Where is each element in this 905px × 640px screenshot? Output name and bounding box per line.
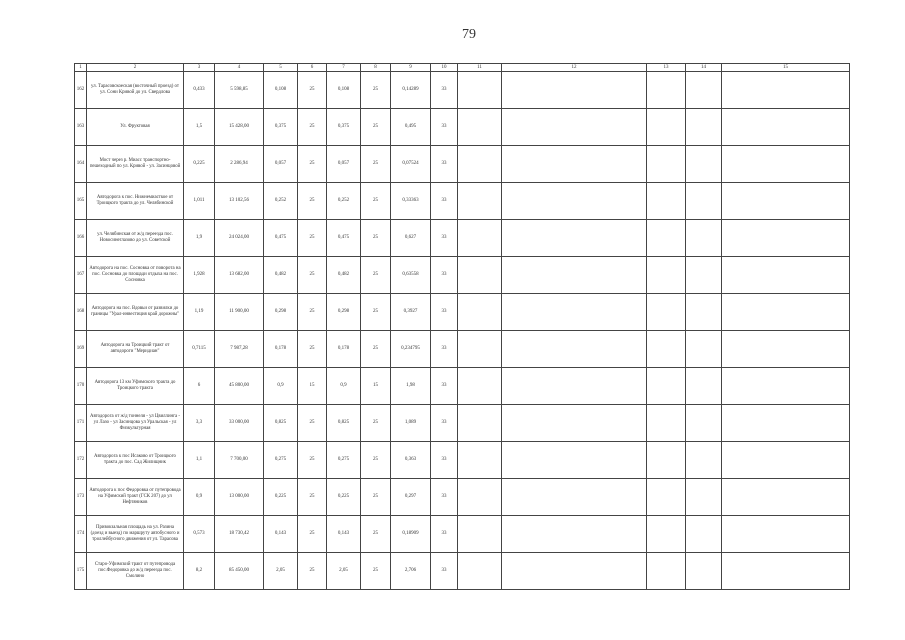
table-row	[75, 442, 850, 479]
empty-cell	[647, 257, 686, 294]
col7-cell: 0,375	[327, 109, 361, 146]
row-number-cell: 175	[75, 553, 87, 590]
road-name-cell: Автодорога на пос. Сосновка от поворота на пос. Сосновка до площади отдыха на пос. Сосновка	[87, 257, 184, 294]
empty-cell	[458, 183, 502, 220]
col9-cell: 0,627	[391, 220, 431, 257]
empty-cell	[722, 109, 850, 146]
col9-cell: 0,363	[391, 442, 431, 479]
empty-cell	[502, 257, 647, 294]
length-cell: 1,5	[184, 109, 215, 146]
empty-cell	[458, 294, 502, 331]
length-cell: 1,928	[184, 257, 215, 294]
empty-cell	[458, 220, 502, 257]
empty-cell	[647, 553, 686, 590]
length-cell: 0,7115	[184, 331, 215, 368]
col6-cell: 25	[298, 442, 327, 479]
col7-cell: 0,482	[327, 257, 361, 294]
table-row	[75, 294, 850, 331]
empty-cell	[722, 183, 850, 220]
road-name-cell: Автодорога к пос. Нижнемиасткое от Троицкого тракта до ул. Челябинской	[87, 183, 184, 220]
empty-cell	[502, 183, 647, 220]
col10-cell: 33	[431, 72, 458, 109]
empty-cell	[686, 183, 722, 220]
col6-cell: 25	[298, 516, 327, 553]
empty-cell	[686, 405, 722, 442]
empty-cell	[722, 331, 850, 368]
road-name-cell: Автодорога 13 км Уфимского тракта до Троицкого тракта	[87, 368, 184, 405]
col6-cell: 25	[298, 220, 327, 257]
col7-cell: 0,178	[327, 331, 361, 368]
table-row	[75, 405, 850, 442]
row-number-cell: 169	[75, 331, 87, 368]
row-number-cell: 168	[75, 294, 87, 331]
length-cell: 0,225	[184, 146, 215, 183]
col6-cell: 25	[298, 109, 327, 146]
road-name-cell: Автодорога к пос Федоровка от путепровода на Уфимский тракт (ГСК 207) до ул Нефтяников	[87, 479, 184, 516]
road-name-cell: Автодорога к пос Исаково от Троицкого тракта до пос. Сад Жилищник	[87, 442, 184, 479]
empty-cell	[686, 553, 722, 590]
empty-cell	[722, 294, 850, 331]
empty-cell	[502, 146, 647, 183]
col6-cell: 25	[298, 294, 327, 331]
col5-cell: 0,178	[264, 331, 298, 368]
col5-cell: 0,375	[264, 109, 298, 146]
empty-cell	[647, 516, 686, 553]
empty-cell	[722, 405, 850, 442]
road-name-cell: Автодорога от ж/д тоннеля - ул Цвиллинга - ул Лазо - ул Засинцова ул Уральская - ул Физкультурная	[87, 405, 184, 442]
column-header: 11	[458, 64, 502, 72]
col6-cell: 25	[298, 146, 327, 183]
table-row	[75, 516, 850, 553]
col6-cell: 25	[298, 479, 327, 516]
row-number-cell: 165	[75, 183, 87, 220]
row-number-cell: 163	[75, 109, 87, 146]
col10-cell: 33	[431, 109, 458, 146]
col8-cell: 25	[361, 479, 391, 516]
empty-cell	[722, 553, 850, 590]
col8-cell: 25	[361, 553, 391, 590]
road-name-cell: Привокзальная площадь на ул. Разина (доезд и выезд) по маршруту автобусного и троллейбусного движения от ул. Тарасова	[87, 516, 184, 553]
col9-cell: 0,33363	[391, 183, 431, 220]
col8-cell: 25	[361, 257, 391, 294]
length-cell: 3,3	[184, 405, 215, 442]
empty-cell	[686, 220, 722, 257]
col5-cell: 0,298	[264, 294, 298, 331]
empty-cell	[686, 257, 722, 294]
empty-cell	[722, 257, 850, 294]
col8-cell: 25	[361, 72, 391, 109]
length-cell: 0,433	[184, 72, 215, 109]
length-cell: 0,573	[184, 516, 215, 553]
col8-cell: 15	[361, 368, 391, 405]
col10-cell: 33	[431, 553, 458, 590]
column-header: 7	[327, 64, 361, 72]
col9-cell: 0,18909	[391, 516, 431, 553]
row-number-cell: 162	[75, 72, 87, 109]
row-number-cell: 164	[75, 146, 87, 183]
col7-cell: 0,9	[327, 368, 361, 405]
col9-cell: 0,297	[391, 479, 431, 516]
empty-cell	[722, 146, 850, 183]
empty-cell	[458, 331, 502, 368]
road-name-cell: Старо-Уфимский тракт от путепровода пос.Федоровка до ж/д переезда пос. Смолино	[87, 553, 184, 590]
empty-cell	[458, 405, 502, 442]
empty-cell	[722, 516, 850, 553]
col8-cell: 25	[361, 331, 391, 368]
empty-cell	[502, 294, 647, 331]
col6-cell: 25	[298, 331, 327, 368]
length-cell: 8,2	[184, 553, 215, 590]
table-row	[75, 72, 850, 109]
road-table-wrapper	[74, 63, 850, 590]
row-number-cell: 171	[75, 405, 87, 442]
column-header: 5	[264, 64, 298, 72]
table-row	[75, 257, 850, 294]
column-header: 15	[722, 64, 850, 72]
col8-cell: 25	[361, 146, 391, 183]
empty-cell	[722, 479, 850, 516]
col8-cell: 25	[361, 405, 391, 442]
col9-cell: 0,3927	[391, 294, 431, 331]
col7-cell: 0,225	[327, 479, 361, 516]
col9-cell: 0,234795	[391, 331, 431, 368]
col10-cell: 33	[431, 479, 458, 516]
col5-cell: 0,143	[264, 516, 298, 553]
col5-cell: 0,275	[264, 442, 298, 479]
empty-cell	[458, 553, 502, 590]
col7-cell: 0,475	[327, 220, 361, 257]
col5-cell: 2,05	[264, 553, 298, 590]
col7-cell: 0,275	[327, 442, 361, 479]
road-table	[74, 63, 850, 590]
cost-cell: 13 102,56	[215, 183, 264, 220]
road-name-cell: Ул. Фруктовая	[87, 109, 184, 146]
cost-cell: 2 286,94	[215, 146, 264, 183]
col10-cell: 33	[431, 294, 458, 331]
col5-cell: 0,475	[264, 220, 298, 257]
column-header: 3	[184, 64, 215, 72]
column-header: 2	[87, 64, 184, 72]
col6-cell: 25	[298, 183, 327, 220]
empty-cell	[458, 516, 502, 553]
empty-cell	[458, 257, 502, 294]
empty-cell	[458, 72, 502, 109]
empty-cell	[686, 479, 722, 516]
row-number-cell: 167	[75, 257, 87, 294]
empty-cell	[458, 368, 502, 405]
table-row	[75, 183, 850, 220]
col8-cell: 25	[361, 109, 391, 146]
cost-cell: 15 428,00	[215, 109, 264, 146]
cost-cell: 13 682,00	[215, 257, 264, 294]
empty-cell	[686, 516, 722, 553]
column-header: 9	[391, 64, 431, 72]
col5-cell: 0,252	[264, 183, 298, 220]
col10-cell: 33	[431, 183, 458, 220]
col10-cell: 33	[431, 146, 458, 183]
road-name-cell: ул. Тарасовскоеская (восточный проезд) от ул. Сони Кривой до ул. Свердлова	[87, 72, 184, 109]
road-name-cell: Автодорога на пос. Вдовьи от развилки до границы "Урал-инвестиция край дорожны"	[87, 294, 184, 331]
col10-cell: 33	[431, 516, 458, 553]
row-number-cell: 174	[75, 516, 87, 553]
col8-cell: 25	[361, 516, 391, 553]
col5-cell: 0,482	[264, 257, 298, 294]
col10-cell: 33	[431, 442, 458, 479]
cost-cell: 5 598,85	[215, 72, 264, 109]
col8-cell: 25	[361, 294, 391, 331]
col7-cell: 0,108	[327, 72, 361, 109]
empty-cell	[502, 405, 647, 442]
header-row	[75, 64, 850, 72]
cost-cell: 7 700,00	[215, 442, 264, 479]
column-header: 14	[686, 64, 722, 72]
table-row	[75, 220, 850, 257]
col7-cell: 0,825	[327, 405, 361, 442]
col8-cell: 25	[361, 220, 391, 257]
empty-cell	[458, 442, 502, 479]
empty-cell	[502, 331, 647, 368]
empty-cell	[686, 146, 722, 183]
column-header: 10	[431, 64, 458, 72]
col6-cell: 25	[298, 405, 327, 442]
empty-cell	[722, 220, 850, 257]
col10-cell: 33	[431, 257, 458, 294]
col5-cell: 0,825	[264, 405, 298, 442]
col5-cell: 0,108	[264, 72, 298, 109]
table-row	[75, 479, 850, 516]
empty-cell	[686, 109, 722, 146]
col9-cell: 0,63558	[391, 257, 431, 294]
empty-cell	[722, 72, 850, 109]
col7-cell: 0,252	[327, 183, 361, 220]
page-number: 79	[462, 27, 476, 42]
empty-cell	[502, 516, 647, 553]
col5-cell: 0,057	[264, 146, 298, 183]
length-cell: 1,1	[184, 442, 215, 479]
empty-cell	[502, 442, 647, 479]
col9-cell: 0,14289	[391, 72, 431, 109]
empty-cell	[458, 146, 502, 183]
row-number-cell: 173	[75, 479, 87, 516]
cost-cell: 24 024,00	[215, 220, 264, 257]
empty-cell	[502, 72, 647, 109]
table-row	[75, 109, 850, 146]
empty-cell	[647, 479, 686, 516]
cost-cell: 45 800,00	[215, 368, 264, 405]
empty-cell	[502, 220, 647, 257]
col9-cell: 1,089	[391, 405, 431, 442]
empty-cell	[502, 479, 647, 516]
table-row	[75, 146, 850, 183]
empty-cell	[647, 72, 686, 109]
table-row	[75, 331, 850, 368]
road-name-cell: Автодорога на Троицкий тракт от автодороги "Меридиан"	[87, 331, 184, 368]
col5-cell: 0,9	[264, 368, 298, 405]
col6-cell: 25	[298, 553, 327, 590]
empty-cell	[686, 72, 722, 109]
empty-cell	[502, 368, 647, 405]
empty-cell	[502, 553, 647, 590]
col8-cell: 25	[361, 183, 391, 220]
col9-cell: 0,07524	[391, 146, 431, 183]
col7-cell: 0,057	[327, 146, 361, 183]
empty-cell	[647, 442, 686, 479]
length-cell: 1,19	[184, 294, 215, 331]
cost-cell: 85 450,00	[215, 553, 264, 590]
road-name-cell: ул. Челябинская от ж/д переезда пос. Новосинеглазово до ул. Советской	[87, 220, 184, 257]
col10-cell: 33	[431, 220, 458, 257]
empty-cell	[722, 368, 850, 405]
column-header: 1	[75, 64, 87, 72]
row-number-cell: 170	[75, 368, 87, 405]
length-cell: 0,9	[184, 479, 215, 516]
col9-cell: 2,706	[391, 553, 431, 590]
column-header: 8	[361, 64, 391, 72]
col10-cell: 33	[431, 331, 458, 368]
empty-cell	[647, 331, 686, 368]
road-name-cell: Мост через р. Миасс транспортно-пешеходный по ул. Кривой - ул. Засинцовой	[87, 146, 184, 183]
col9-cell: 0,495	[391, 109, 431, 146]
table-row	[75, 553, 850, 590]
col8-cell: 25	[361, 442, 391, 479]
col6-cell: 25	[298, 257, 327, 294]
col5-cell: 0,225	[264, 479, 298, 516]
col10-cell: 33	[431, 368, 458, 405]
column-header: 4	[215, 64, 264, 72]
row-number-cell: 172	[75, 442, 87, 479]
column-header: 6	[298, 64, 327, 72]
col7-cell: 0,298	[327, 294, 361, 331]
column-header: 13	[647, 64, 686, 72]
cost-cell: 13 000,00	[215, 479, 264, 516]
col9-cell: 1,98	[391, 368, 431, 405]
length-cell: 6	[184, 368, 215, 405]
empty-cell	[458, 109, 502, 146]
empty-cell	[647, 109, 686, 146]
empty-cell	[502, 109, 647, 146]
cost-cell: 18 730,42	[215, 516, 264, 553]
empty-cell	[647, 220, 686, 257]
empty-cell	[647, 146, 686, 183]
empty-cell	[647, 405, 686, 442]
cost-cell: 11 900,00	[215, 294, 264, 331]
empty-cell	[647, 368, 686, 405]
empty-cell	[647, 183, 686, 220]
length-cell: 1,011	[184, 183, 215, 220]
col7-cell: 0,143	[327, 516, 361, 553]
col7-cell: 2,05	[327, 553, 361, 590]
column-header: 12	[502, 64, 647, 72]
empty-cell	[722, 442, 850, 479]
col10-cell: 33	[431, 405, 458, 442]
length-cell: 1,9	[184, 220, 215, 257]
empty-cell	[686, 442, 722, 479]
cost-cell: 33 000,00	[215, 405, 264, 442]
empty-cell	[458, 479, 502, 516]
row-number-cell: 166	[75, 220, 87, 257]
cost-cell: 7 987,28	[215, 331, 264, 368]
empty-cell	[686, 294, 722, 331]
empty-cell	[686, 368, 722, 405]
col6-cell: 15	[298, 368, 327, 405]
empty-cell	[686, 331, 722, 368]
table-row	[75, 368, 850, 405]
col6-cell: 25	[298, 72, 327, 109]
empty-cell	[647, 294, 686, 331]
